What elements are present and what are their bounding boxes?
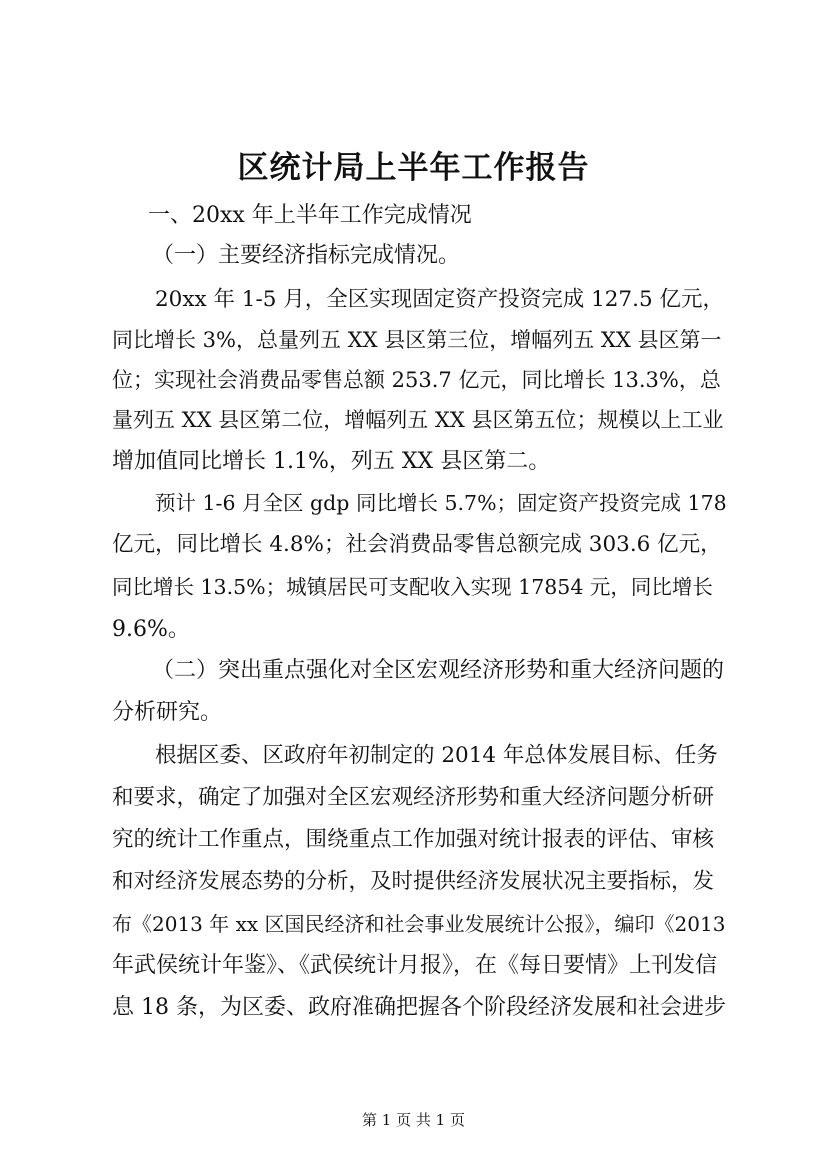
body-line: 亿元，同比增长 4.8%；社会消费品零售总额完成 303.6 亿元， [112, 532, 722, 557]
body-line: 9.6%。 [112, 617, 190, 642]
body-line: 位；实现社会消费品零售总额 253.7 亿元，同比增长 13.3%，总 [112, 368, 721, 392]
body-line: 同比增长 3%，总量列五 XX 县区第三位，增幅列五 XX 县区第一 [112, 328, 722, 352]
body-line: 根据区委、区政府年初制定的 2014 年总体发展目标、任务 [155, 743, 718, 768]
document-title: 区统计局上半年工作报告 [237, 150, 590, 186]
subsection-heading-2: （二）突出重点强化对全区宏观经济形势和重大经济问题的 [152, 658, 725, 683]
body-line: 量列五 XX 县区第二位，增幅列五 XX 县区第五位；规模以上工业 [112, 408, 724, 432]
subsection-heading-1: （一）主要经济指标完成情况。 [152, 243, 461, 268]
subsection-heading-2-cont: 分析研究。 [112, 700, 223, 725]
body-line: 布《2013 年 xx 区国民经济和社会事业发展统计公报》，编印《2013 [112, 912, 726, 936]
body-line: 年武侯统计年鉴》、《武侯统计月报》，在《每日要情》上刊发信 [112, 953, 718, 978]
body-line: 息 18 条，为区委、政府准确把握各个阶段经济发展和社会进步 [112, 995, 726, 1020]
section-heading-1: 一、20xx 年上半年工作完成情况 [148, 203, 472, 228]
page-number: 第 1 页 共 1 页 [362, 1111, 465, 1129]
body-line: 同比增长 13.5%；城镇居民可支配收入实现 17854 元，同比增长 [112, 575, 713, 599]
body-line: 和对经济发展态势的分析，及时提供经济发展状况主要指标，发 [112, 869, 715, 894]
body-line: 增加值同比增长 1.1%，列五 XX 县区第二。 [112, 449, 551, 474]
body-line: 预计 1-6 月全区 gdp 同比增长 5.7%；固定资产投资完成 178 [155, 491, 727, 515]
body-line: 究的统计工作重点，围绕重点工作加强对统计报表的评估、审核 [112, 827, 715, 852]
body-line: 和要求，确定了加强对全区宏观经济形势和重大经济问题分析研 [112, 785, 715, 810]
body-line: 20xx 年 1-5 月，全区实现固定资产投资完成 127.5 亿元， [155, 287, 724, 312]
